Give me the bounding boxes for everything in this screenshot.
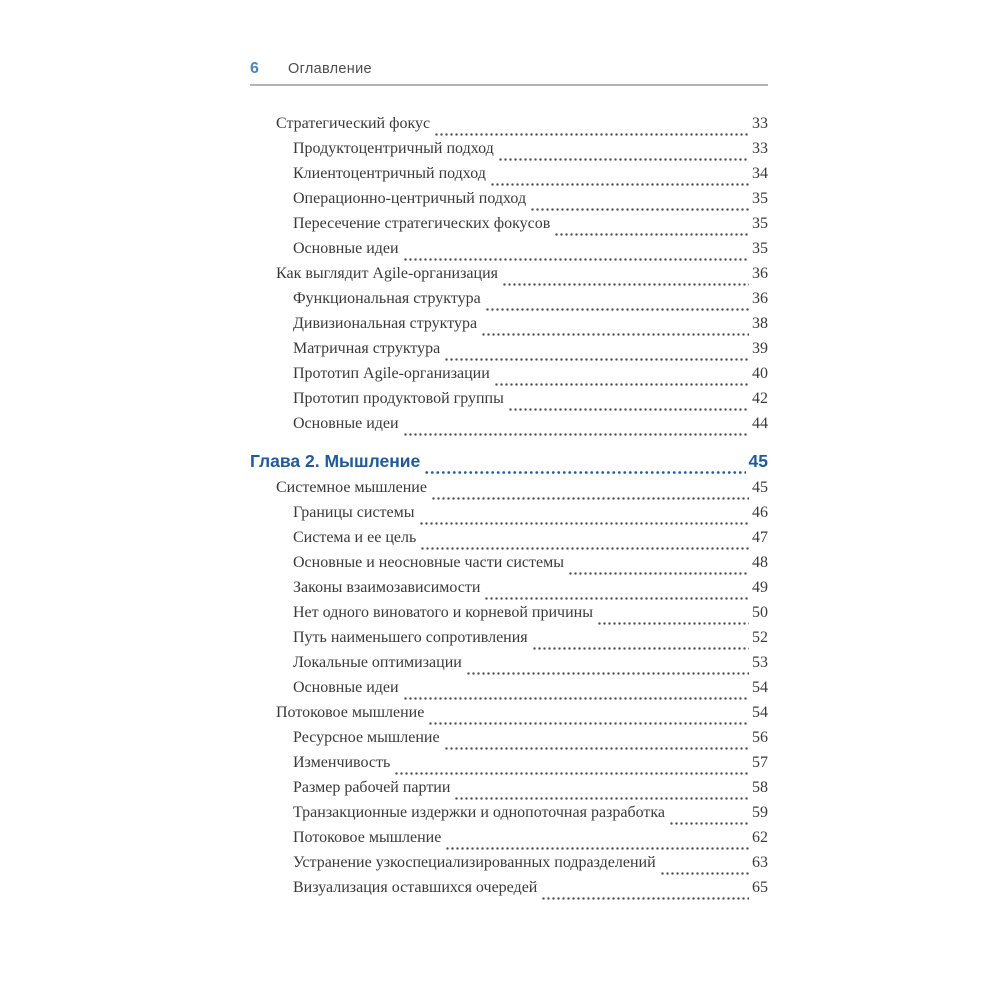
toc-entry [250, 115, 768, 140]
toc-dot-leader [431, 479, 749, 504]
toc-entry-label: Границы системы [293, 504, 415, 521]
toc-entry-label: Системное мышление [276, 479, 427, 496]
toc-dot-leader [669, 804, 749, 829]
toc-entry-page-number: 34 [752, 165, 768, 182]
toc-entry-label: Транзакционные издержки и однопоточная разработка [293, 804, 666, 821]
toc-entry [250, 479, 768, 504]
toc-entry-page-number: 62 [752, 829, 768, 846]
toc-dot-leader [424, 451, 745, 479]
toc-entry-label: Матричная структура [293, 340, 441, 357]
toc-entry [250, 215, 768, 240]
toc-entry [250, 365, 768, 390]
toc-entry-label: Операционно-центричный подход [293, 190, 527, 207]
toc-list [250, 115, 768, 904]
toc-entry [250, 554, 768, 579]
toc-entry-page-number: 48 [752, 554, 768, 571]
toc-entry [250, 779, 768, 804]
toc-entry-page-number: 44 [752, 415, 768, 432]
toc-dot-leader [568, 554, 749, 579]
toc-entry [250, 629, 768, 654]
toc-entry [250, 390, 768, 415]
toc-entry-label: Стратегический фокус [276, 115, 431, 132]
toc-entry [250, 415, 768, 440]
toc-entry-label: Нет одного виноватого и корневой причины [293, 604, 593, 621]
toc-dot-leader [419, 504, 749, 529]
toc-entry-label: Основные идеи [293, 679, 399, 696]
toc-entry [250, 140, 768, 165]
running-header-title: Оглавление [288, 61, 372, 77]
toc-entry-page-number: 63 [752, 854, 768, 871]
toc-entry-label: Пересечение стратегических фокусов [293, 215, 551, 232]
running-header [250, 60, 768, 86]
toc-entry-label: Основные и неосновные части системы [293, 554, 564, 571]
toc-entry [250, 340, 768, 365]
toc-dot-leader [454, 779, 749, 804]
toc-dot-leader [481, 315, 749, 340]
toc-entry [250, 804, 768, 829]
toc-entry [250, 879, 768, 904]
toc-entry-page-number: 35 [752, 215, 768, 232]
toc-dot-leader [508, 390, 749, 415]
toc-dot-leader [660, 854, 749, 879]
toc-entry-label: Система и ее цель [293, 529, 417, 546]
toc-dot-leader [434, 115, 749, 140]
toc-entry [250, 854, 768, 879]
toc-entry-page-number: 47 [752, 529, 768, 546]
toc-entry-label: Клиентоцентричный подход [293, 165, 486, 182]
toc-entry-label: Изменчивость [293, 754, 391, 771]
toc-entry-page-number: 33 [752, 140, 768, 157]
toc-dot-leader [494, 365, 749, 390]
toc-entry [250, 654, 768, 679]
toc-entry [250, 704, 768, 729]
toc-entry [250, 504, 768, 529]
toc-entry-page-number: 57 [752, 754, 768, 771]
toc-dot-leader [502, 265, 749, 290]
toc-entry-page-number: 35 [752, 240, 768, 257]
toc-entry-label: Основные идеи [293, 415, 399, 432]
toc-entry [250, 604, 768, 629]
toc-entry-page-number: 40 [752, 365, 768, 382]
toc-entry-page-number: 65 [752, 879, 768, 896]
toc-entry-page-number: 53 [752, 654, 768, 671]
toc-entry-label: Локальные оптимизации [293, 654, 462, 671]
toc-entry [250, 165, 768, 190]
toc-entry-label: Законы взаимозависимости [293, 579, 481, 596]
toc-entry [250, 451, 768, 479]
toc-entry-page-number: 50 [752, 604, 768, 621]
toc-entry-label: Путь наименьшего сопротивления [293, 629, 528, 646]
toc-dot-leader [444, 729, 749, 754]
toc-entry [250, 529, 768, 554]
toc-entry-page-number: 59 [752, 804, 768, 821]
toc-entry-label: Визуализация оставшихся очередей [293, 879, 538, 896]
toc-entry-label: Прототип Agile-организации [293, 365, 490, 382]
toc-entry [250, 754, 768, 779]
toc-entry-page-number: 36 [752, 290, 768, 307]
toc-dot-leader [403, 679, 749, 704]
toc-entry [250, 190, 768, 215]
toc-entry-label: Размер рабочей партии [293, 779, 451, 796]
toc-entry-page-number: 56 [752, 729, 768, 746]
toc-entry-page-number: 42 [752, 390, 768, 407]
toc-dot-leader [532, 629, 749, 654]
toc-entry [250, 829, 768, 854]
toc-dot-leader [420, 529, 749, 554]
toc-entry-page-number: 45 [748, 451, 768, 471]
toc-dot-leader [444, 340, 749, 365]
toc-entry-label: Дивизиональная структура [293, 315, 478, 332]
toc-entry [250, 265, 768, 290]
toc-dot-leader [541, 879, 749, 904]
toc-entry-label: Ресурсное мышление [293, 729, 440, 746]
toc-entry-page-number: 58 [752, 779, 768, 796]
toc-dot-leader [490, 165, 749, 190]
toc-entry [250, 240, 768, 265]
toc-entry-label: Потоковое мышление [276, 704, 425, 721]
toc-entry-page-number: 39 [752, 340, 768, 357]
toc-dot-leader [428, 704, 749, 729]
toc-dot-leader [484, 579, 749, 604]
toc-dot-leader [403, 240, 749, 265]
toc-entry-page-number: 54 [752, 679, 768, 696]
toc-entry-label: Основные идеи [293, 240, 399, 257]
toc-dot-leader [597, 604, 749, 629]
toc-entry-label: Как выглядит Agile-организация [276, 265, 498, 282]
toc-entry-page-number: 49 [752, 579, 768, 596]
toc-entry-label: Устранение узкоспециализированных подразделений [293, 854, 656, 871]
toc-entry-page-number: 38 [752, 315, 768, 332]
toc-entry-label: Продуктоцентричный подход [293, 140, 494, 157]
toc-dot-leader [530, 190, 749, 215]
toc-entry-page-number: 45 [752, 479, 768, 496]
toc-entry-page-number: 35 [752, 190, 768, 207]
toc-entry-page-number: 46 [752, 504, 768, 521]
toc-entry-label: Глава 2. Мышление [250, 451, 421, 471]
toc-entry-label: Потоковое мышление [293, 829, 442, 846]
toc-dot-leader [466, 654, 749, 679]
toc-dot-leader [498, 140, 749, 165]
toc-entry [250, 679, 768, 704]
toc-entry [250, 579, 768, 604]
toc-entry-label: Функциональная структура [293, 290, 481, 307]
toc-entry [250, 729, 768, 754]
toc-entry-page-number: 33 [752, 115, 768, 132]
toc-entry-page-number: 52 [752, 629, 768, 646]
toc-entry-page-number: 36 [752, 265, 768, 282]
toc-entry [250, 315, 768, 340]
toc-dot-leader [554, 215, 749, 240]
toc-dot-leader [403, 415, 749, 440]
toc-entry-page-number: 54 [752, 704, 768, 721]
toc-entry [250, 290, 768, 315]
toc-entry-label: Прототип продуктовой группы [293, 390, 504, 407]
toc-dot-leader [394, 754, 749, 779]
page-number: 6 [250, 60, 259, 77]
toc-dot-leader [485, 290, 749, 315]
toc-dot-leader [445, 829, 749, 854]
